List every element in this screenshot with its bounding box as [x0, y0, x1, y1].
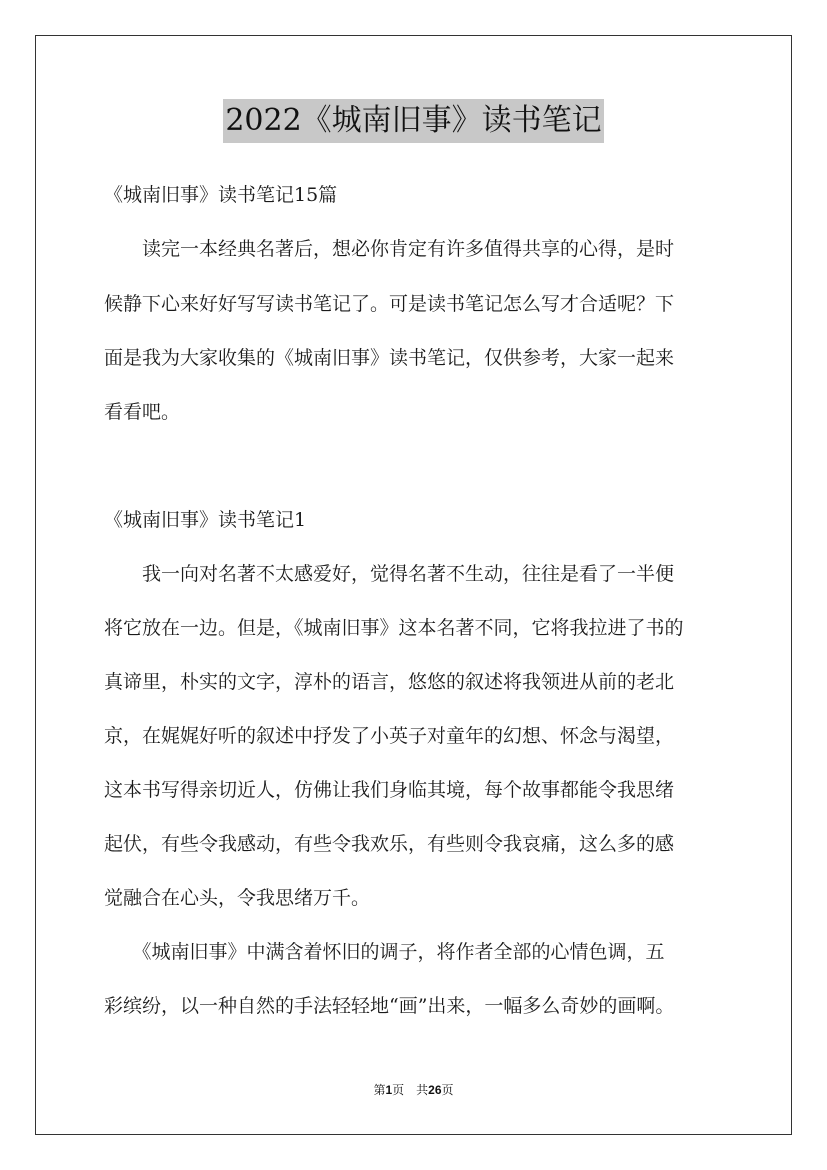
paragraph1-line-7: 觉融合在心头，令我思绪万千。: [104, 887, 371, 909]
page-prefix: 第: [373, 1083, 386, 1097]
paragraph1-line-6: 起伏，有些令我感动，有些令我欢乐，有些则令我哀痛，这么多的感: [104, 833, 675, 855]
paragraph2-line-2: 彩缤纷，以一种自然的手法轻轻地“画”出来，一幅多么奇妙的画啊。: [104, 995, 675, 1017]
total-prefix: 共: [416, 1083, 429, 1097]
total-suffix: 页: [441, 1083, 454, 1097]
intro-line-1: 读完一本经典名著后，想必你肯定有许多值得共享的心得，是时: [104, 238, 675, 260]
title-container: [0, 99, 827, 143]
paragraph1-line-3: 真谛里，朴实的文字，淳朴的语言，悠悠的叙述将我领进从前的老北: [104, 671, 675, 693]
page-footer: [0, 1082, 827, 1098]
paragraph1-line-5: 这本书写得亲切近人，仿佛让我们身临其境，每个故事都能令我思绪: [104, 779, 675, 801]
page-suffix: 页: [392, 1083, 405, 1097]
paragraph2-line-1: 《城南旧事》中满含着怀旧的调子，将作者全部的心情色调，五: [104, 941, 665, 963]
intro-line-3: 面是我为大家收集的《城南旧事》读书笔记，仅供参考，大家一起来: [104, 347, 675, 369]
paragraph1-line-1: 我一向对名著不太感爱好，觉得名著不生动，往往是看了一半便: [104, 563, 675, 585]
paragraph1-line-4: 京，在娓娓好听的叙述中抒发了小英子对童年的幻想、怀念与渴望，: [104, 725, 675, 747]
paragraph1-line-2: 将它放在一边。但是，《城南旧事》这本名著不同，它将我拉进了书的: [104, 617, 684, 639]
section-heading: 《城南旧事》读书笔记1: [104, 509, 307, 531]
intro-line-2: 候静下心来好好写写读书笔记了。可是读书笔记怎么写才合适呢？下: [104, 293, 675, 315]
document-title: 2022《城南旧事》读书笔记: [223, 99, 603, 143]
total-pages: 26: [428, 1083, 442, 1097]
subtitle: 《城南旧事》读书笔记15篇: [104, 184, 338, 206]
intro-line-4: 看看吧。: [104, 401, 181, 423]
page-number: 1: [385, 1083, 393, 1097]
